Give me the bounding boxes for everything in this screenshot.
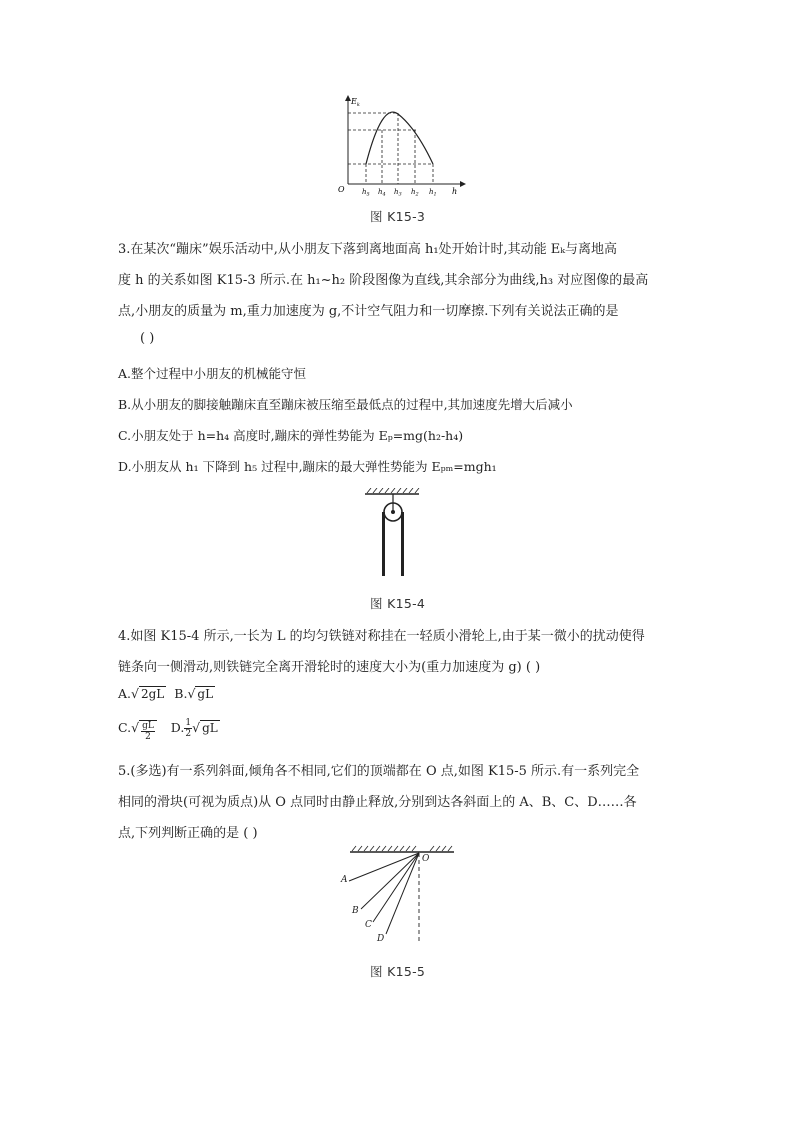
axis-y-label: $E_k$ — [351, 97, 360, 108]
point-a-label: A — [341, 875, 348, 885]
figure-k15-4-pulley — [362, 488, 422, 580]
tick-h3: $h_3$ — [394, 188, 402, 198]
point-o-label: O — [422, 854, 430, 864]
figure-k15-4-caption: 图 K15-4 — [370, 596, 426, 611]
q3-line-2: 度 h 的关系如图 K15-3 所示.在 h₁~h₂ 阶段图像为直线,其余部分为曲线,h₃ 对应图像的最高 — [118, 273, 649, 288]
q5-line-3: 点,下列判断正确的是 ( ) — [118, 826, 258, 841]
q4-line-1: 4.如图 K15-4 所示,一长为 L 的均匀铁链对称挂在一轻质小滑轮上,由于某一微小的扰动使得 — [118, 629, 645, 644]
q4-option-c-label: C. — [118, 720, 132, 735]
q4-options-ab — [118, 686, 215, 701]
point-c-label: C — [365, 920, 372, 930]
tick-h4: $h_4$ — [378, 188, 386, 198]
point-b-label: B — [352, 906, 359, 916]
q3-line-1: 3.在某次“蹦床”娱乐活动中,从小朋友下落到离地面高 h₁处开始计时,其动能 Eₖ与离地高 — [118, 242, 618, 257]
q3-answer-blank: ( ) — [140, 331, 155, 346]
q3-option-a: A.整个过程中小朋友的机械能守恒 — [118, 366, 307, 381]
tick-h1: $h_1$ — [429, 188, 437, 198]
q3-option-d: D.小朋友从 h₁ 下降到 h₅ 过程中,蹦床的最大弹性势能为 Eₚₘ=mgh₁ — [118, 459, 497, 474]
figure-k15-3-graph — [330, 92, 470, 198]
q4-option-d-fraction: $\frac{1}{2}$ — [185, 718, 192, 739]
q4-option-b-sqrt: √ gL — [187, 686, 214, 701]
q3-line-3: 点,小朋友的质量为 m,重力加速度为 g,不计空气阻力和一切摩擦.下列有关说法正确的是 — [118, 304, 619, 319]
q4-option-c-sqrt: √ $\frac{gL}{2}$ — [131, 720, 157, 742]
q4-option-a-sqrt: √ 2gL — [131, 686, 165, 701]
q4-options-cd — [118, 718, 220, 742]
q5-line-1: 5.(多选)有一系列斜面,倾角各不相同,它们的顶端都在 O 点,如图 K15-5 所示.有一系列完全 — [118, 764, 640, 779]
q4-option-d-label: D. — [170, 720, 185, 735]
figure-k15-3-caption: 图 K15-3 — [370, 209, 426, 224]
q3-option-c: C.小朋友处于 h=h₄ 高度时,蹦床的弹性势能为 Eₚ=mg(h₂-h₄) — [118, 428, 464, 443]
origin-label: O — [338, 185, 345, 194]
q3-option-b: B.从小朋友的脚接触蹦床直至蹦床被压缩至最低点的过程中,其加速度先增大后减小 — [118, 397, 573, 412]
axis-x-label: h — [452, 187, 458, 196]
q4-option-a-label: A. — [118, 686, 132, 701]
q4-line-2: 链条向一侧滑动,则铁链完全离开滑轮时的速度大小为(重力加速度为 g) ( ) — [118, 660, 541, 675]
q4-option-d-sqrt: √ gL — [192, 720, 218, 735]
point-d-label: D — [377, 934, 385, 944]
tick-h5: $h_5$ — [362, 188, 370, 198]
figure-k15-5-caption: 图 K15-5 — [370, 964, 426, 979]
q4-option-b-label: B. — [174, 686, 188, 701]
q5-line-2: 相同的滑块(可视为质点)从 O 点同时由静止释放,分别到达各斜面上的 A、B、C、D……各 — [118, 795, 637, 810]
tick-h2: $h_2$ — [411, 188, 419, 198]
figure-k15-5-inclines — [332, 842, 458, 946]
